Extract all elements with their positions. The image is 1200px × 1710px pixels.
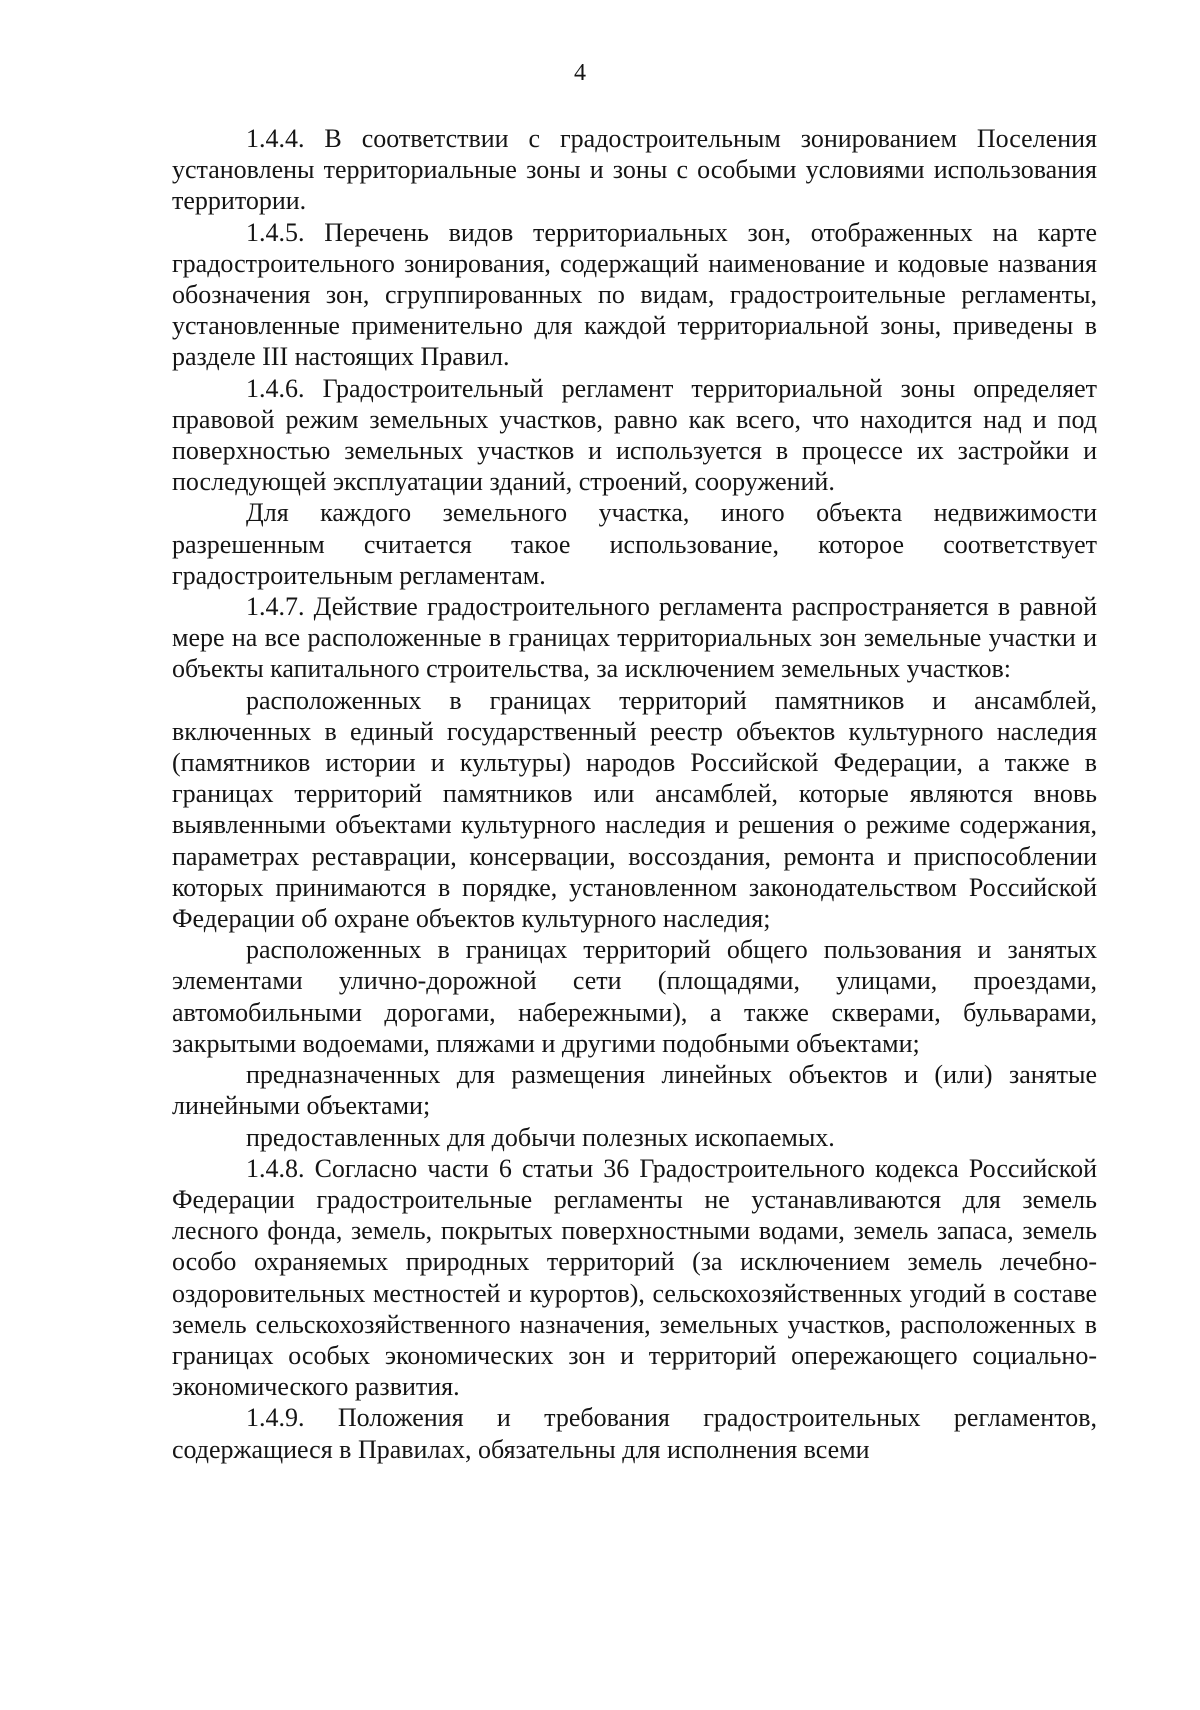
- paragraph-permitted-use: Для каждого земельного участка, иного объекта недвижимости разрешенным считается такое использование, которое соответствует градостроительным регламентам.: [172, 498, 1097, 590]
- paragraph-1-4-8: 1.4.8. Согласно части 6 статьи 36 Градостроительного кодекса Российской Федерации градостроительные регламенты не устанавливаются для земель лесного фонда, земель, покрытых поверхностными водами, земель запаса, земель особо охраняемых природных территорий (за исключением земель лечебно-оздоровительных местностей и курортов), сельскохозяйственных угодий в составе земель сельскохозяйственного назначения, земельных участков, расположенных в границах особых экономических зон и территорий опережающего социально-экономического развития.: [172, 1153, 1097, 1402]
- paragraph-1-4-5: 1.4.5. Перечень видов территориальных зон, отображенных на карте градостроительного зонирования, содержащий наименование и кодовые названия обозначения зон, сгруппированных по видам, градостроительные регламенты, установленные применительно для каждой территориальной зоны, приведены в разделе III настоящих Правил.: [172, 217, 1097, 372]
- list-item-linear-objects: предназначенных для размещения линейных объектов и (или) занятые линейными объектами;: [172, 1060, 1097, 1121]
- list-item-public-territories: расположенных в границах территорий общего пользования и занятых элементами улично-дорожной сети (площадями, улицами, проездами, автомобильными дорогами, набережными), а также скверами, бульварами, закрытыми водоемами, пляжами и другими подобными объектами;: [172, 935, 1097, 1058]
- document-body: [172, 123, 1097, 1465]
- paragraph-1-4-9: 1.4.9. Положения и требования градостроительных регламентов, содержащиеся в Правилах, обязательны для исполнения всеми: [172, 1403, 1097, 1464]
- list-item-mineral-extraction: предоставленных для добычи полезных ископаемых.: [246, 1122, 835, 1152]
- page-number: 4: [574, 60, 586, 86]
- paragraph-1-4-4: 1.4.4. В соответствии с градостроительным зонированием Поселения установлены территориальные зоны и зоны с особыми условиями использования территории.: [172, 124, 1097, 216]
- list-item-cultural-heritage: расположенных в границах территорий памятников и ансамблей, включенных в единый государственный реестр объектов культурного наследия (памятников истории и культуры) народов Российской Федерации, а также в границах территорий памятников или ансамблей, которые являются вновь выявленными объектами культурного наследия и решения о режиме содержания, параметрах реставрации, консервации, воссоздания, ремонта и приспособлении которых принимаются в порядке, установленном законодательством Российской Федерации об охране объектов культурного наследия;: [172, 685, 1097, 934]
- paragraph-1-4-6: 1.4.6. Градостроительный регламент территориальной зоны определяет правовой режим земельных участков, равно как всего, что находится над и под поверхностью земельных участков и используется в процессе их застройки и последующей эксплуатации зданий, строений, сооружений.: [172, 373, 1097, 497]
- paragraph-1-4-7: 1.4.7. Действие градостроительного регламента распространяется в равной мере на все расположенные в границах территориальных зон земельные участки и объекты капитального строительства, за исключением земельных участков:: [172, 592, 1097, 684]
